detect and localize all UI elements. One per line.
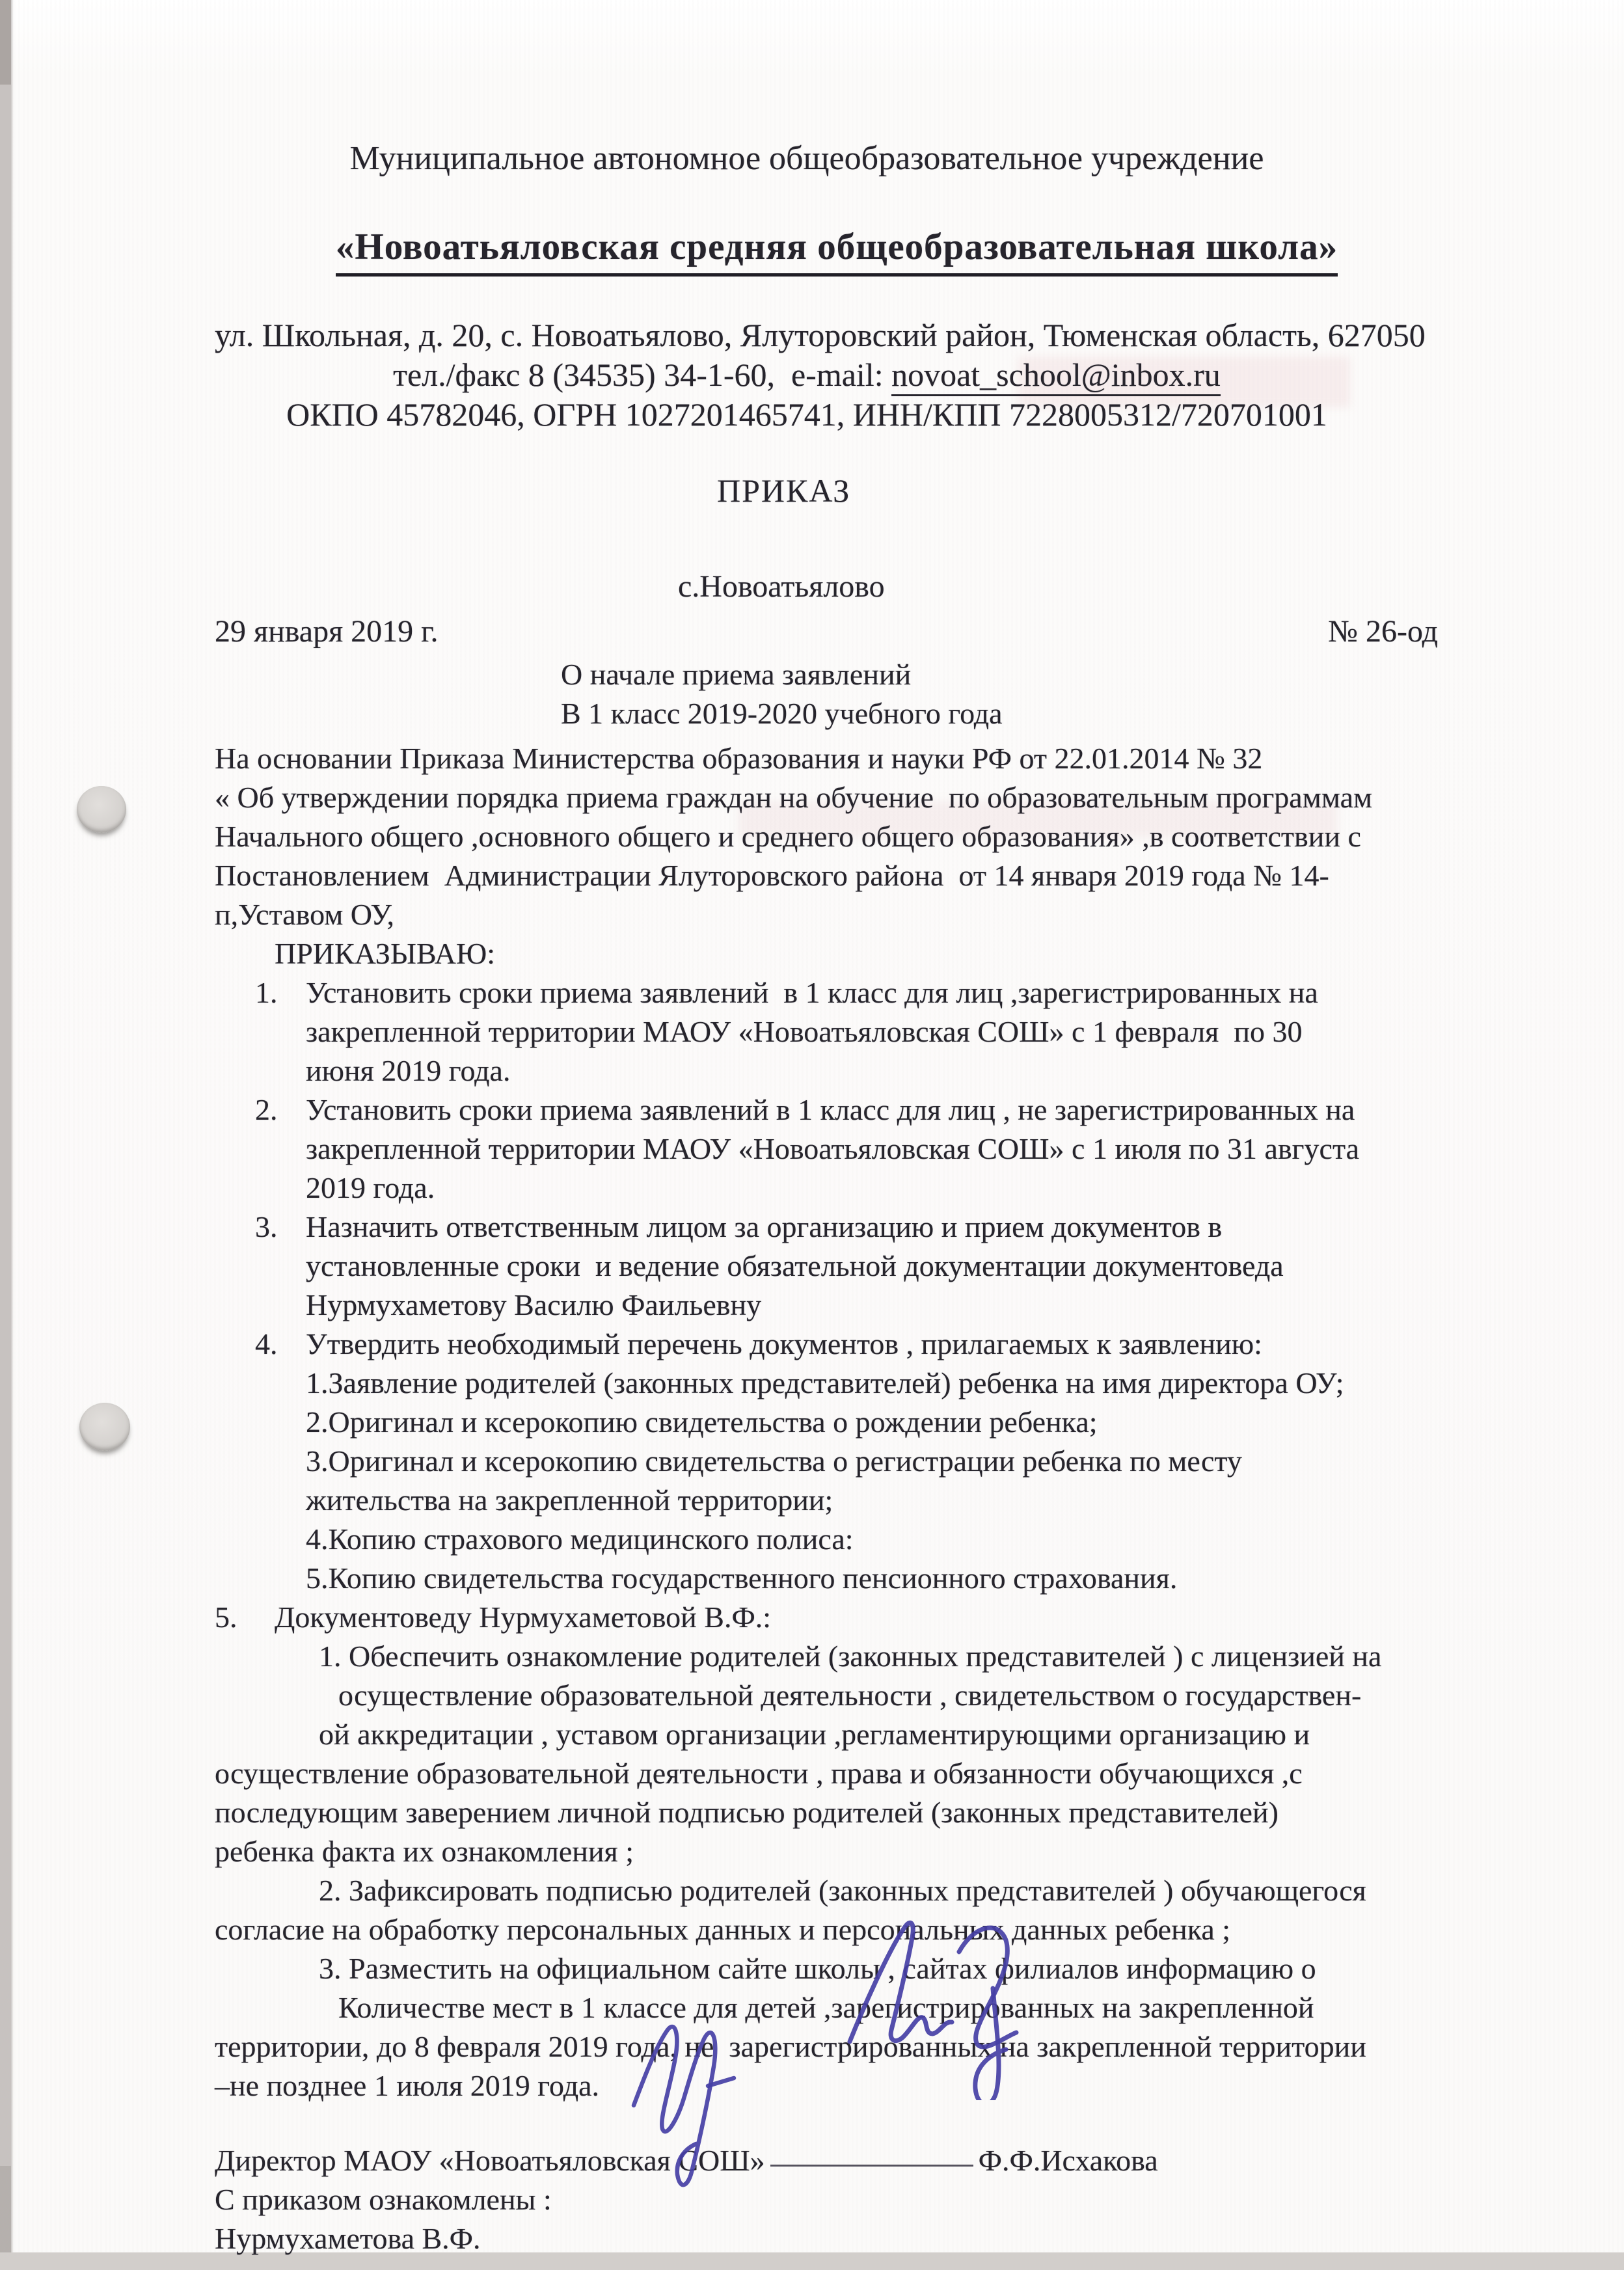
address-line: ул. Школьная, д. 20, с. Новоатьялово, Ялуторовский район, Тюменская область, 627050: [215, 317, 1426, 353]
text-line: Назначить ответственным лицом за организацию и прием документов в: [306, 1210, 1223, 1243]
director-name: Ф.Ф.Исхакова: [978, 2144, 1158, 2177]
text-line: жительства на закрепленной территории;: [306, 1483, 833, 1517]
order-item: [255, 1325, 1438, 1598]
email-address: novoat_school@inbox.ru: [891, 357, 1221, 396]
item-5-paragraphs: [215, 1637, 1438, 2105]
text-line: Утвердить необходимый перечень документов , прилагаемых к заявлению:: [306, 1327, 1262, 1360]
item-number: 3.: [255, 1210, 278, 1243]
school-name-line: [215, 185, 1399, 316]
text-line: 5.Копию свидетельства государственного пенсионного страхования.: [306, 1561, 1178, 1595]
text-line: Постановлением Администрации Ялуторовского района от 14 января 2019 года № 14-: [215, 859, 1329, 892]
date-number-row: [215, 612, 1438, 651]
order-item: [255, 1090, 1438, 1208]
text-line: На основании Приказа Министерства образования и науки РФ от 22.01.2014 № 32: [215, 742, 1263, 775]
signature-line: [770, 2165, 973, 2167]
order-item-5: [215, 1598, 1438, 1637]
text-line: Начального общего ,основного общего и среднего общего образования» ,в соответствии с: [215, 820, 1361, 853]
order-subject: [561, 655, 1438, 733]
order-items-list: [215, 973, 1438, 1598]
item-number: 4.: [255, 1327, 278, 1360]
item-number: 1.: [255, 976, 278, 1009]
text-line: 2. Зафиксировать подписью родителей (законных представителей ) обучающегося: [319, 1874, 1366, 1907]
item-text: [306, 973, 1438, 1090]
text-line: ой аккредитации , уставом организации ,регламентирующими организацию и: [319, 1718, 1310, 1751]
text-line: Количестве мест в 1 классе для детей ,зарегистрированных на закрепленной: [338, 1991, 1314, 2024]
text-line: В 1 класс 2019-2020 учебного года: [561, 697, 1003, 730]
school-name: «Новоатьяловская средняя общеобразовательная школа»: [336, 224, 1338, 277]
text-line: 3. Разместить на официальном сайте школы , сайтах филиалов информацию о: [319, 1952, 1316, 1985]
order-number: № 26-од: [1328, 614, 1438, 649]
text-line: Установить сроки приема заявлений в 1 класс для лиц ,зарегистрированных на: [306, 976, 1318, 1009]
text-line: О начале приема заявлений: [561, 658, 912, 691]
phone-fax: тел./факс 8 (34535) 34-1-60, e-mail:: [393, 357, 892, 393]
place-line: с.Новоатьялово: [678, 569, 885, 604]
signature-block: [215, 2141, 1438, 2258]
director-label: Директор МАОУ «Новоатьяловская СОШ»: [215, 2144, 765, 2177]
text-line: установленные сроки и ведение обязательной документации документоведа: [306, 1249, 1284, 1282]
text-line: 4.Копию страхового медицинского полиса:: [306, 1522, 854, 1556]
text-line: территории, до 8 февраля 2019 года, не зарегистрированных на закрепленной территории: [215, 2030, 1366, 2063]
director-signature-row: [215, 2141, 1438, 2180]
order-item: [255, 1208, 1438, 1325]
text-line: закрепленной территории МАОУ «Новоатьяловская СОШ» с 1 февраля по 30: [306, 1015, 1303, 1048]
order-item: [255, 973, 1438, 1090]
text-line: 2.Оригинал и ксерокопию свидетельства о рождении ребенка;: [306, 1405, 1098, 1439]
text-line: 3.Оригинал и ксерокопию свидетельства о регистрации ребенка по месту: [306, 1444, 1242, 1478]
item-text: [306, 1208, 1438, 1325]
text-line: 1. Обеспечить ознакомление родителей (законных представителей ) с лицензией на: [319, 1640, 1382, 1673]
acknowledged-name: Нурмухаметова В.Ф.: [215, 2222, 481, 2255]
text-line: –не позднее 1 июля 2019 года.: [215, 2069, 600, 2102]
text-line: 2019 года.: [306, 1171, 435, 1204]
letterhead: [215, 138, 1438, 435]
document-title: ПРИКАЗ: [717, 472, 851, 509]
text-line: ребенка факта их ознакомления ;: [215, 1835, 634, 1868]
text-line: согласие на обработку персональных данных и персональных данных ребенка ;: [215, 1913, 1231, 1946]
text-line: июня 2019 года.: [306, 1054, 511, 1087]
org-type-line: Муниципальное автономное общеобразовательное учреждение: [349, 140, 1264, 177]
text-line: последующим заверением личной подписью родителей (законных представителей): [215, 1796, 1279, 1829]
text-line: осуществление образовательной деятельности , свидетельством о государствен-: [338, 1679, 1362, 1712]
text-line: « Об утверждении порядка приема граждан на обучение по образовательным программам: [215, 781, 1373, 814]
item-text: [306, 1325, 1438, 1598]
item-text: [306, 1090, 1438, 1208]
order-date: 29 января 2019 г.: [215, 614, 439, 649]
registration-codes-line: ОКПО 45782046, ОГРН 1027201465741, ИНН/КПП 7228005312/720701001: [286, 396, 1327, 433]
contact-line: [215, 355, 1399, 395]
acknowledged-label: С приказом ознакомлены :: [215, 2183, 552, 2216]
text-line: 1.Заявление родителей (законных представителей) ребенка на имя директора ОУ;: [306, 1366, 1344, 1399]
text-line: п,Уставом ОУ,: [215, 898, 394, 931]
text-line: осуществление образовательной деятельности , права и обязанности обучающихся ,с: [215, 1757, 1303, 1790]
text-line: Установить сроки приема заявлений в 1 класс для лиц , не зарегистрированных на: [306, 1093, 1355, 1126]
item-number: 5.: [215, 1601, 237, 1634]
item-number: 2.: [255, 1093, 278, 1126]
resolution-word: ПРИКАЗЫВАЮ:: [275, 937, 496, 970]
preamble: [215, 739, 1438, 934]
text-line: закрепленной территории МАОУ «Новоатьяловская СОШ» с 1 июля по 31 августа: [306, 1132, 1360, 1165]
item-5-label: Документоведу Нурмухаметовой В.Ф.:: [275, 1601, 772, 1634]
text-line: Нурмухаметову Василю Фаильевну: [306, 1288, 762, 1321]
